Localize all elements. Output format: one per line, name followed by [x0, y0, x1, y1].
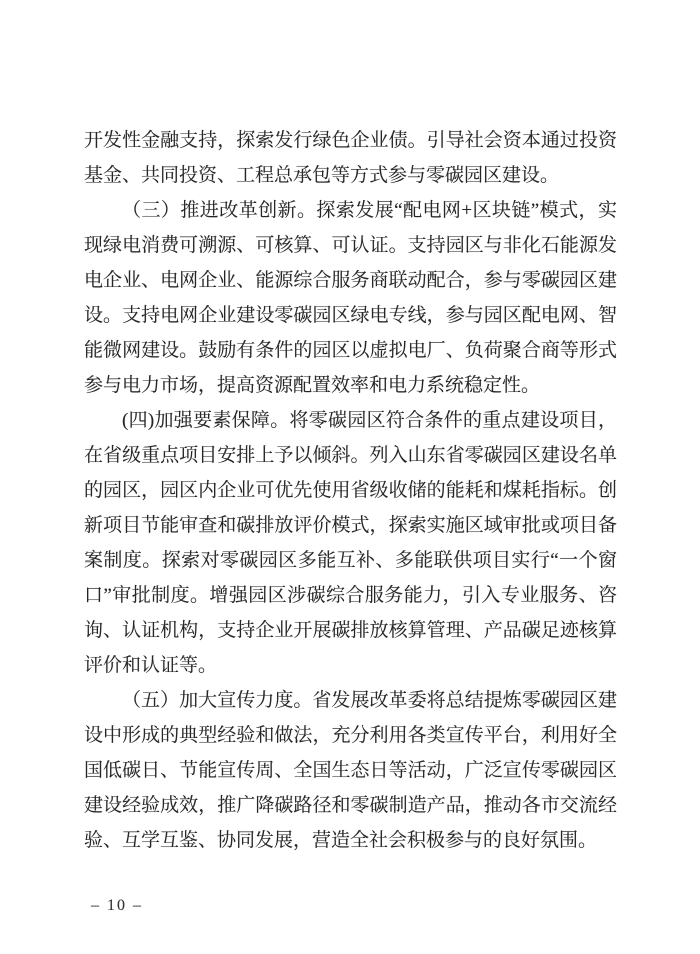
body-paragraph-continuation: 开发性金融支持，探索发行绿色企业债。引导社会资本通过投资基金、共同投资、工程总承包等方式参与零碳园区建设。	[84, 130, 617, 186]
body-paragraph-section-4: (四)加强要素保障。将零碳园区符合条件的重点建设项目，在省级重点项目安排上予以倾斜。列入山东省零碳园区建设名单的园区，园区内企业可优先使用省级收储的能耗和煤耗指标。创新项目节能审查和碳排放评价模式，探索实施区域审批或项目备案制度。探索对零碳园区多能互补、多能联供项目实行“一个窗口”审批制度。增强园区涉碳综合服务能力，引入专业服务、咨询、认证机构，支持企业开展碳排放核算管理、产品碳足迹核算评价和认证等。	[84, 410, 617, 676]
body-paragraph-section-5: （五）加大宣传力度。省发展改革委将总结提炼零碳园区建设中形成的典型经验和做法，充分利用各类宣传平台，利用好全国低碳日、节能宣传周、全国生态日等活动，广泛宣传零碳园区建设经验成效，推广降碳路径和零碳制造产品，推动各市交流经验、互学互鉴、协同发展，营造全社会积极参与的良好氛围。	[84, 690, 617, 851]
page-number: – 10 –	[91, 897, 143, 914]
body-paragraph-section-3: （三）推进改革创新。探索发展“配电网+区块链”模式，实现绿电消费可溯源、可核算、可认证。支持园区与非化石能源发电企业、电网企业、能源综合服务商联动配合，参与零碳园区建设。支持电网企业建设零碳园区绿电专线，参与园区配电网、智能微网建设。鼓励有条件的园区以虚拟电厂、负荷聚合商等形式参与电力市场，提高资源配置效率和电力系统稳定性。	[84, 200, 617, 396]
document-body	[84, 123, 617, 858]
